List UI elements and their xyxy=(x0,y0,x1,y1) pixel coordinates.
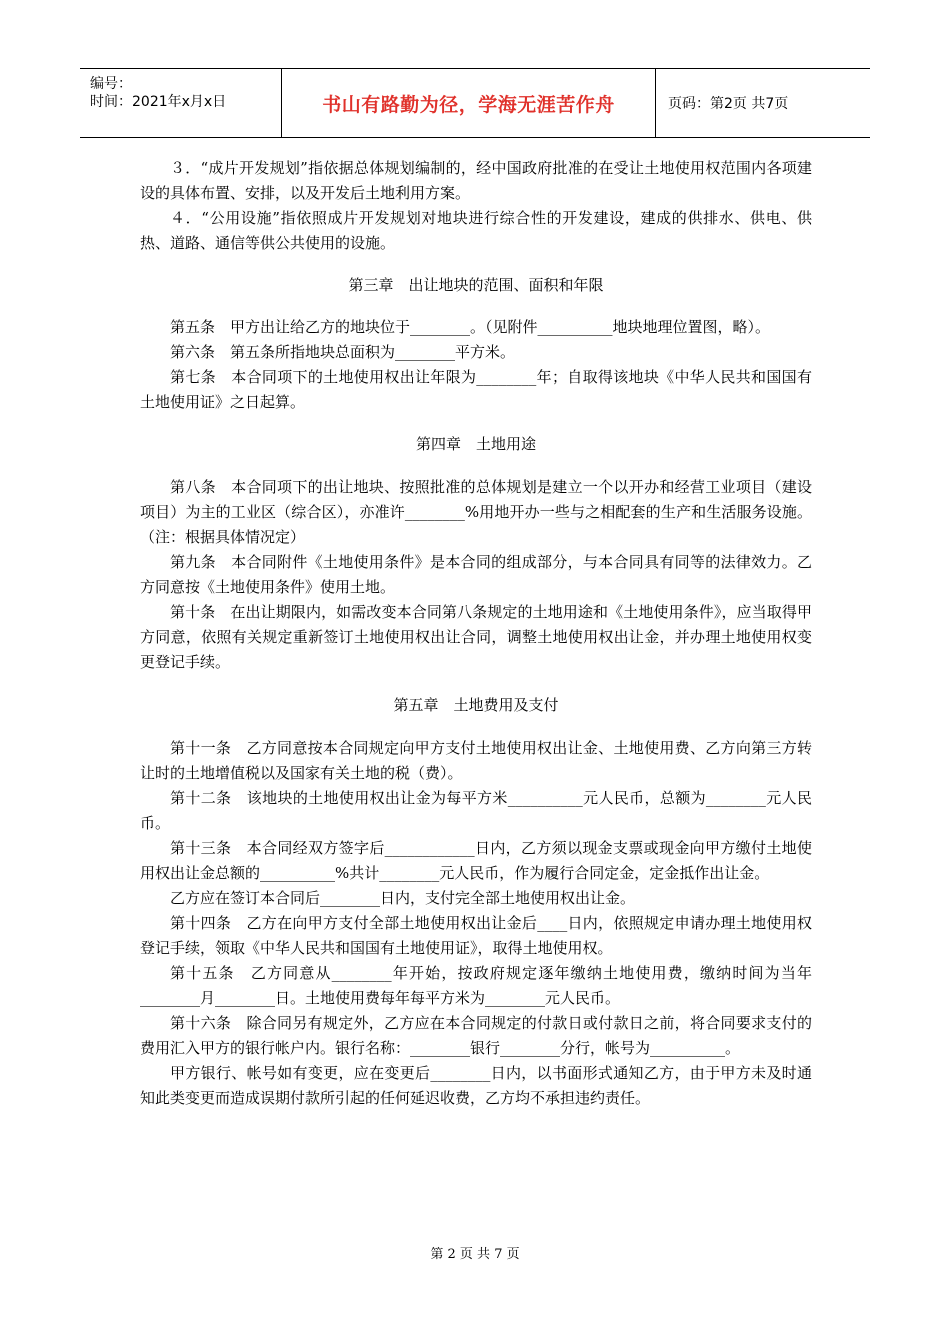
article-12: 第十二条 该地块的土地使用权出让金为每平方米__________元人民币，总额为________元人民币。 xyxy=(140,789,812,832)
article-6: 第六条 第五条所指地块总面积为________平方米。 xyxy=(170,343,516,361)
document-body xyxy=(140,156,812,1111)
clause-3-definition: ３．“成片开发规划”指依据总体规划编制的，经中国政府批准的在受让土地使用权范围内各项建设的具体布置、安排，以及开发后土地利用方案。 xyxy=(140,159,812,202)
serial-label: 编号： xyxy=(90,76,132,92)
page-header xyxy=(80,68,870,138)
page-footer: 第 2 页 共 7 页 xyxy=(430,1247,520,1262)
article-11: 第十一条 乙方同意按本合同规定向甲方支付土地使用权出让金、土地使用费、乙方向第三方转让时的土地增值税以及国家有关土地的税（费）。 xyxy=(140,739,812,782)
header-page-label: 页码：第2页 共7页 xyxy=(668,96,789,112)
article-15: 第十五条 乙方同意从________年开始，按政府规定逐年缴纳土地使用费，缴纳时间为当年________月________日。土地使用费每年每平方米为________元人民币。 xyxy=(140,964,812,1007)
article-10: 第十条 在出让期限内，如需改变本合同第八条规定的土地用途和《土地使用条件》，应当取得甲方同意，依照有关规定重新签订土地使用权出让合同，调整土地使用权出让金，并办理土地使用权变更登记手续。 xyxy=(140,603,812,671)
article-8: 第八条 本合同项下的出让地块、按照批准的总体规划是建立一个以开办和经营工业项目（建设项目）为主的工业区（综合区），亦准许________%用地开办一些与之相配套的生产和生活服务设施。（注：根据具体情况定） xyxy=(140,478,812,546)
article-16: 第十六条 除合同另有规定外，乙方应在本合同规定的付款日或付款日之前，将合同要求支付的费用汇入甲方的银行帐户内。银行名称：________银行________分行，帐号为__________。 xyxy=(140,1014,812,1057)
article-13-payment: 乙方应在签订本合同后________日内，支付完全部土地使用权出让金。 xyxy=(170,889,636,907)
date-label: 时间：2021年x月x日 xyxy=(90,94,227,110)
clause-4-definition: ４．“公用设施”指依照成片开发规划对地块进行综合性的开发建设，建成的供排水、供电、供热、道路、通信等供公共使用的设施。 xyxy=(140,209,812,252)
chapter-4-heading: 第四章 土地用途 xyxy=(415,435,536,453)
article-7: 第七条 本合同项下的土地使用权出让年限为________年；自取得该地块《中华人民共和国国有土地使用证》之日起算。 xyxy=(140,368,812,411)
article-13: 第十三条 本合同经双方签字后____________日内，乙方须以现金支票或现金向甲方缴付土地使用权出让金总额的__________%共计________元人民币，作为履行合同定金，定金抵作出让金。 xyxy=(140,839,812,882)
article-14: 第十四条 乙方在向甲方支付全部土地使用权出让金后____日内，依照规定申请办理土地使用权登记手续，领取《中华人民共和国国有土地使用证》，取得土地使用权。 xyxy=(140,914,812,957)
article-9: 第九条 本合同附件《土地使用条件》是本合同的组成部分，与本合同具有同等的法律效力。乙方同意按《土地使用条件》使用土地。 xyxy=(140,553,812,596)
header-left-cell xyxy=(80,69,282,137)
article-5: 第五条 甲方出让给乙方的地块位于________。（见附件__________地块地理位置图，略）。 xyxy=(170,318,771,336)
chapter-3-heading: 第三章 出让地块的范围、面积和年限 xyxy=(348,276,604,294)
header-motto: 书山有路勤为径，学海无涯苦作舟 xyxy=(282,69,656,137)
chapter-5-heading: 第五章 土地费用及支付 xyxy=(393,696,559,714)
article-16-bank-change: 甲方银行、帐号如有变更，应在变更后________日内，以书面形式通知乙方，由于甲方未及时通知此类变更而造成误期付款所引起的任何延迟收费，乙方均不承担违约责任。 xyxy=(140,1064,812,1107)
